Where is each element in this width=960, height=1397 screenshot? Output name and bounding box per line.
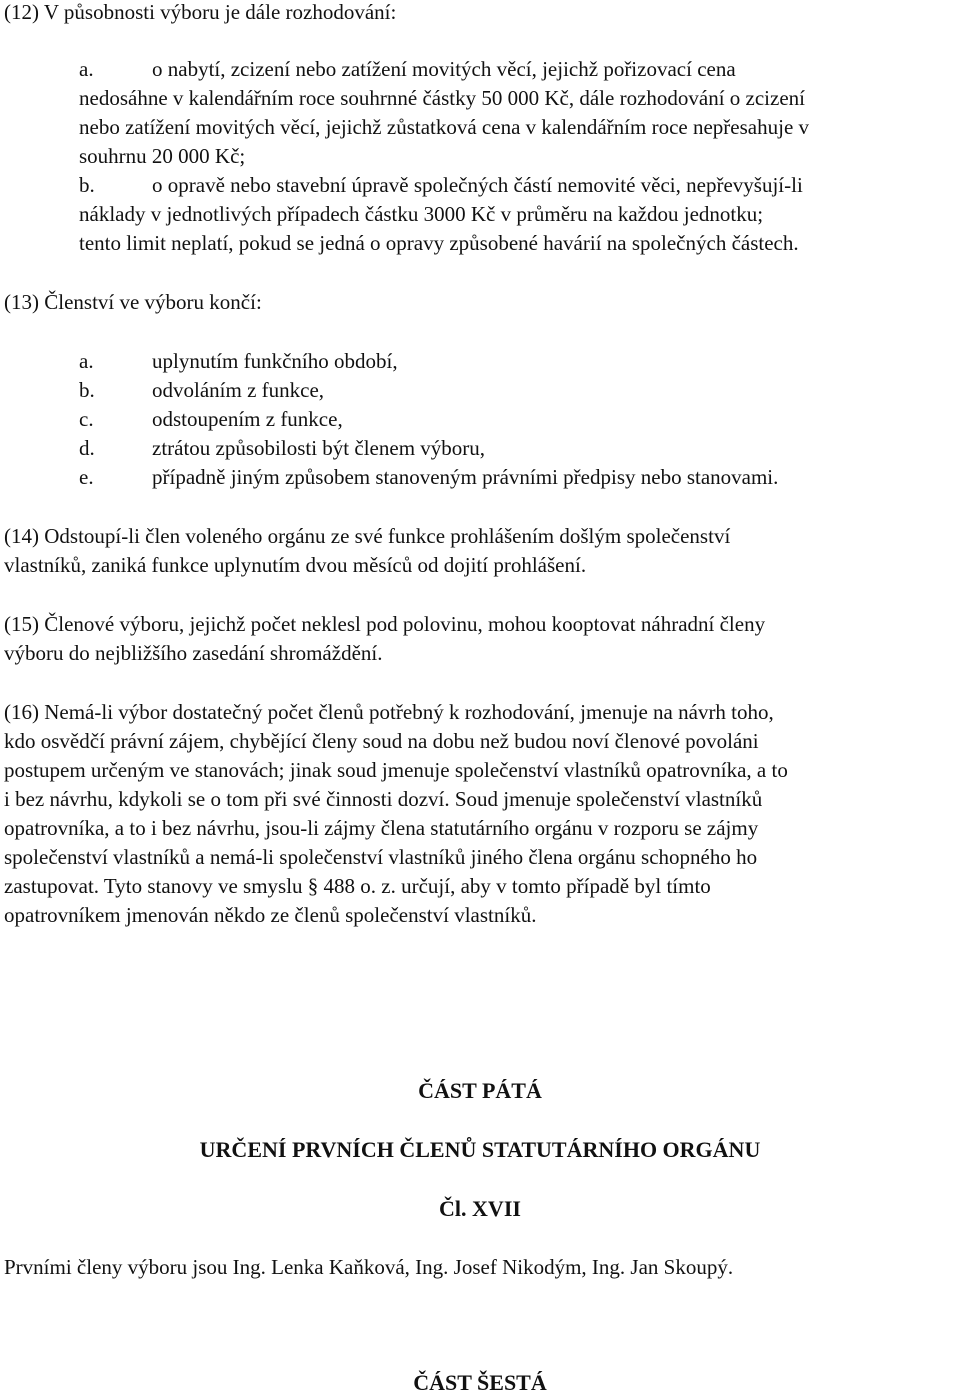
section-12-item-a-line-1: o nabytí, zcizení nebo zatížení movitých věcí, jejichž pořizovací cena [152, 57, 736, 81]
section-16-line-2: kdo osvědčí právní zájem, chybějící členy soud na dobu než budou noví členové povoláni [4, 729, 759, 753]
section-15-line-1: (15) Členové výboru, jejichž počet neklesl pod polovinu, mohou kooptovat náhradní členy [4, 612, 766, 636]
section-16-line-4: i bez návrhu, kdykoli se o tom při své činnosti dozví. Soud jmenuje společenství vlastníků [4, 787, 763, 811]
section-12-item-a-letter: a. [79, 57, 94, 81]
part-6-title: ČÁST ŠESTÁ [413, 1370, 547, 1395]
section-13-item-a-text: uplynutím funkčního období, [152, 349, 398, 373]
section-13-item-b-text: odvoláním z funkce, [152, 378, 325, 402]
section-12-item-a-line-3: nebo zatížení movitých věcí, jejichž zůstatková cena v kalendářním roce nepřesahuje v [79, 115, 810, 139]
section-12-item-b-line-2: náklady v jednotlivých případech částku 3000 Kč v průměru na každou jednotku; [79, 202, 764, 226]
part-5-title: ČÁST PÁTÁ [418, 1078, 542, 1103]
section-13-item-e-text: případně jiným způsobem stanoveným právními předpisy nebo stanovami. [152, 465, 779, 489]
section-12-intro: (12) V působnosti výboru je dále rozhodování: [4, 0, 397, 24]
section-13-item-a-letter: a. [79, 349, 94, 373]
section-13-item-d-letter: d. [79, 436, 95, 460]
section-16-line-5: opatrovníka, a to i bez návrhu, jsou-li zájmy člena statutárního orgánu v rozporu se zájmy [4, 816, 759, 840]
section-16-line-3: postupem určeným ve stanovách; jinak soud jmenuje společenství vlastníků opatrovníka, a to [4, 758, 788, 782]
section-13-intro: (13) Členství ve výboru končí: [4, 290, 262, 314]
section-12-item-a-line-4: souhrnu 20 000 Kč; [79, 144, 246, 168]
part-5-subtitle: URČENÍ PRVNÍCH ČLENŮ STATUTÁRNÍHO ORGÁNU [199, 1137, 761, 1162]
section-16-line-1: (16) Nemá-li výbor dostatečný počet členů potřebný k rozhodování, jmenuje na návrh toho, [4, 700, 774, 724]
section-12-item-a-line-2: nedosáhne v kalendářním roce souhrnné částky 50 000 Kč, dále rozhodování o zcizení [79, 86, 805, 110]
section-12-item-b-line-1: o opravě nebo stavební úpravě společných částí nemovité věci, nepřevyšují-li [152, 173, 803, 197]
section-16-line-8: opatrovníkem jmenován někdo ze členů společenství vlastníků. [4, 903, 537, 927]
section-14-line-2: vlastníků, zaniká funkce uplynutím dvou měsíců od dojití prohlášení. [4, 553, 587, 577]
section-15-line-2: výboru do nejbližšího zasedání shromáždění. [4, 641, 383, 665]
article-heading: Čl. XVII [439, 1196, 521, 1221]
section-13-item-c-text: odstoupením z funkce, [152, 407, 343, 431]
section-13-item-b-letter: b. [79, 378, 95, 402]
section-14-line-1: (14) Odstoupí-li člen voleného orgánu ze své funkce prohlášením došlým společenství [4, 524, 731, 548]
section-13-item-d-text: ztrátou způsobilosti být členem výboru, [152, 436, 486, 460]
first-members-text: Prvními členy výboru jsou Ing. Lenka Kaňková, Ing. Josef Nikodým, Ing. Jan Skoupý. [4, 1255, 734, 1279]
section-16-line-7: zastupovat. Tyto stanovy ve smyslu § 488 o. z. určují, aby v tomto případě byl tímto [4, 874, 711, 898]
section-13-item-c-letter: c. [79, 407, 94, 431]
section-12-item-b-line-3: tento limit neplatí, pokud se jedná o opravy způsobené havárií na společných částech. [79, 231, 799, 255]
section-13-item-e-letter: e. [79, 465, 94, 489]
section-12-item-b-letter: b. [79, 173, 95, 197]
section-16-line-6: společenství vlastníků a nemá-li společenství vlastníků jiného člena orgánu schopného ho [4, 845, 758, 869]
